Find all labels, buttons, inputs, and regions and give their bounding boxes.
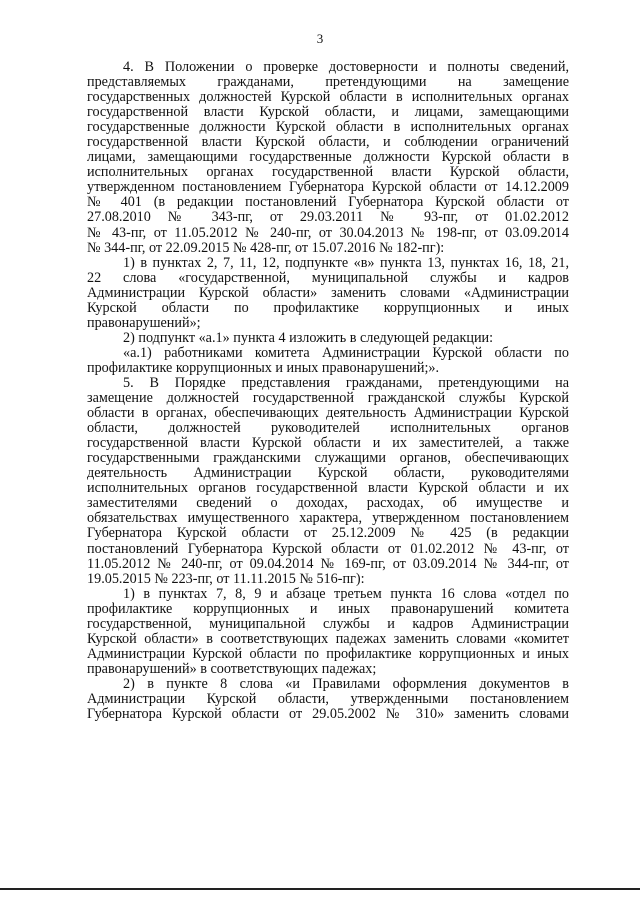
page-number: 3: [316, 31, 324, 46]
text-line: профилактике коррупционных и иных правонарушений комитета: [87, 601, 569, 617]
text-line: государственные должности Курской области в исполнительных органах: [87, 120, 569, 136]
text-line: постановлений Губернатора Курской области от 01.02.2012 № 43-пг, от: [87, 541, 569, 557]
text-line: Администрации Курской области по профилактике коррупционных и иных: [87, 646, 569, 662]
text-line: 1) в пунктах 2, 7, 11, 12, подпункте «в» пункта 13, пунктах 16, 18, 21,: [123, 255, 569, 271]
text-line: исполнительных органах государственной власти Курской области,: [87, 165, 569, 181]
text-line: области, должностей руководителей исполнительных органов: [87, 421, 569, 437]
text-line: профилактике коррупционных и иных правонарушений;».: [87, 360, 440, 376]
text-line: 4. В Положении о проверке достоверности и полноты сведений,: [123, 60, 569, 75]
text-line: исполнительных органов государственной власти Курской области и их: [87, 481, 569, 497]
text-line: утвержденном постановлением Губернатора Курской области от 14.12.2009: [87, 180, 569, 196]
text-line: 27.08.2010 № 343-пг, от 29.03.2011 № 93-пг, от 01.02.2012: [87, 210, 569, 226]
text-line: 22 слова «государственной, муниципальной службы и кадров: [87, 270, 569, 286]
text-line: государственной, муниципальной службы и кадров Администрации: [87, 616, 569, 632]
text-line: правонарушений» в соответствующих падежах;: [87, 661, 377, 677]
text-line: 2) подпункт «а.1» пункта 4 изложить в следующей редакции:: [123, 330, 494, 346]
text-line: № 344-пг, от 22.09.2015 № 428-пг, от 15.07.2016 № 182-пг):: [87, 240, 445, 256]
text-line: лицами, замещающими государственные должности Курской области в: [87, 150, 569, 166]
text-line: 1) в пунктах 7, 8, 9 и абзаце третьем пункта 16 слова «отдел по: [123, 586, 569, 602]
text-line: Администрации Курской области, утвержденными постановлением: [87, 691, 569, 707]
text-line: деятельность Администрации Курской области, руководителями: [87, 466, 569, 482]
text-line: «а.1) работниками комитета Администрации Курской области по: [123, 345, 569, 361]
text-line: № 43-пг, от 11.05.2012 № 240-пг, от 30.04.2013 № 198-пг, от 03.09.2014: [87, 225, 569, 241]
text-line: 5. В Порядке представления гражданами, претендующими на: [123, 375, 569, 391]
text-line: Губернатора Курской области от 29.05.2002 № 310» заменить словами: [87, 707, 569, 723]
text-line: 19.05.2015 № 223-пг, от 11.11.2015 № 516-пг):: [87, 571, 365, 587]
text-line: обязательствах имущественного характера, утвержденном постановлением: [87, 511, 569, 527]
text-line: замещение должностей государственной гражданской службы Курской: [87, 391, 569, 407]
text-line: области в органах, обеспечивающих деятельность Администрации Курской: [87, 406, 569, 422]
text-line: № 401 (в редакции постановлений Губернатора Курской области от: [87, 195, 569, 211]
page-bottom-rule: [0, 888, 640, 890]
text-line: государственными гражданскими служащими органов, обеспечивающих: [87, 451, 569, 467]
text-line: 11.05.2012 № 240-пг, от 09.04.2014 № 169-пг, от 03.09.2014 № 344-пг, от: [87, 556, 569, 572]
text-line: государственных должностей Курской области в исполнительных органах: [87, 90, 569, 106]
text-line: государственной власти Курской области и их заместителей, а также: [87, 436, 569, 452]
document-body: [87, 60, 569, 722]
text-line: представляемых гражданами, претендующими на замещение: [87, 75, 569, 91]
text-line: Администрации Курской области» заменить словами «Администрации: [87, 285, 569, 301]
text-line: Губернатора Курской области от 25.12.2009 № 425 (в редакции: [87, 526, 569, 542]
text-line: 2) в пункте 8 слова «и Правилами оформления документов в: [123, 676, 569, 692]
text-line: Курской области» в соответствующих падежах заменить словами «комитет: [87, 631, 569, 647]
text-line: правонарушений»;: [87, 315, 201, 331]
text-line: государственной власти Курской области, и соблюдении ограничений: [87, 135, 569, 151]
text-line: заместителями сведений о доходах, расходах, об имуществе и: [87, 496, 569, 512]
text-line: Курской области по профилактике коррупционных и иных: [87, 300, 569, 316]
text-line: государственной власти Курской области, и лицами, замещающими: [87, 105, 569, 121]
